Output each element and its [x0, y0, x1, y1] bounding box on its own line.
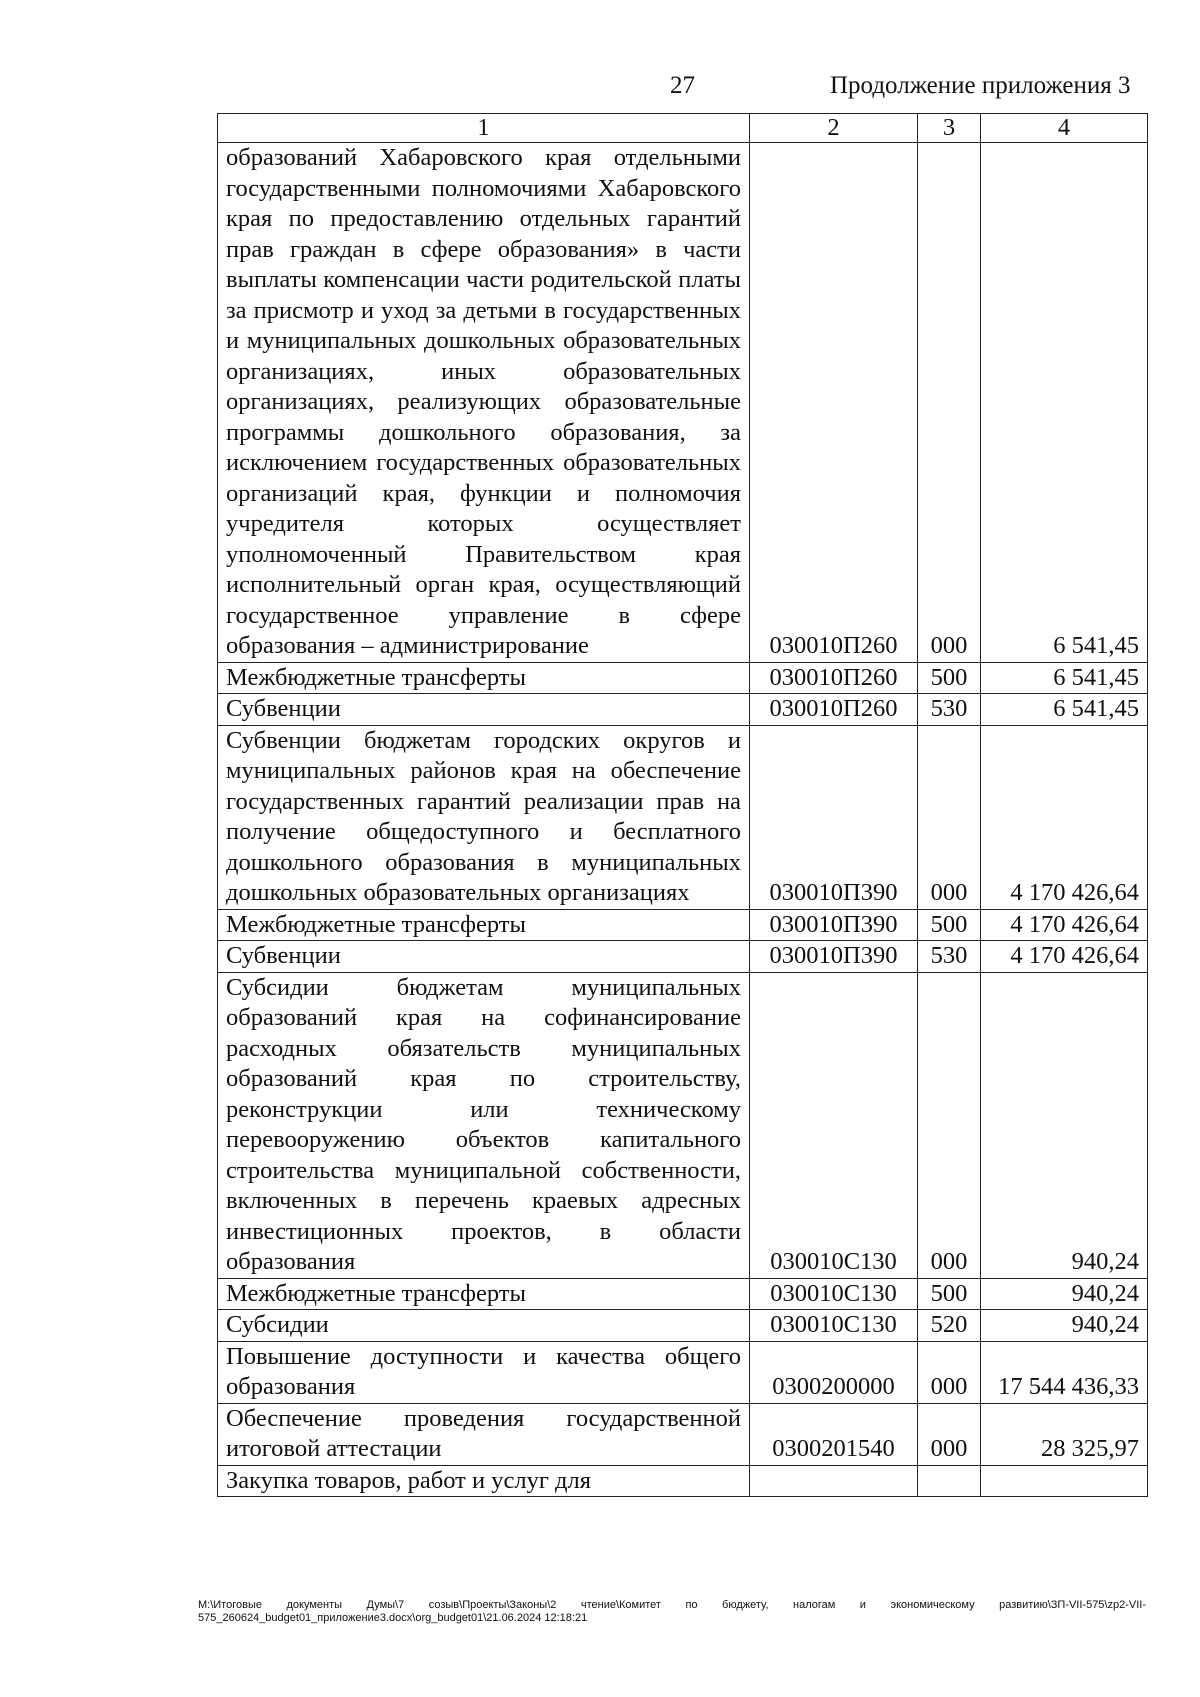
- row-target-code: 030010С130: [750, 972, 918, 1278]
- row-amount: 6 541,45: [981, 694, 1148, 726]
- row-target-code: 0300201540: [750, 1403, 918, 1465]
- row-expense-type: 000: [918, 725, 981, 909]
- row-amount: 940,24: [981, 1278, 1148, 1310]
- row-expense-type: 000: [918, 1341, 981, 1403]
- row-description: Обеспечение проведения государственной итоговой аттестации: [218, 1403, 750, 1465]
- row-amount: 4 170 426,64: [981, 725, 1148, 909]
- column-header-3: 3: [918, 114, 981, 143]
- row-target-code: 030010С130: [750, 1278, 918, 1310]
- column-number-row: [218, 114, 1148, 143]
- table-row: [218, 725, 1148, 909]
- table-row: [218, 1403, 1148, 1465]
- row-description: Субсидии: [218, 1310, 750, 1342]
- row-expense-type: 520: [918, 1310, 981, 1342]
- row-expense-type: 500: [918, 662, 981, 694]
- row-expense-type: 000: [918, 972, 981, 1278]
- row-target-code: 0300200000: [750, 1341, 918, 1403]
- table-row: [218, 1341, 1148, 1403]
- row-amount: 4 170 426,64: [981, 909, 1148, 941]
- row-description: Межбюджетные трансферты: [218, 662, 750, 694]
- file-path-footer: M:\Итоговые документы Думы\7 созыв\Проекты\Законы\2 чтение\Комитет по бюджету, налогам и экономическому развитию\ЗП-VII-575\zp2-VII-575_260624_budget01_приложение3.docx\org_budget01\21.06.2024 12:18:21: [198, 1599, 1146, 1624]
- row-amount: 17 544 436,33: [981, 1341, 1148, 1403]
- table-row: [218, 1278, 1148, 1310]
- row-expense-type: 000: [918, 143, 981, 663]
- table-row: [218, 662, 1148, 694]
- table-row: [218, 972, 1148, 1278]
- row-description: Субвенции бюджетам городских округов и муниципальных районов края на обеспечение государственных гарантий реализации прав на получение общедоступного и бесплатного дошкольного образования в муниципальных дошкольных образовательных организациях: [218, 725, 750, 909]
- row-description: Межбюджетные трансферты: [218, 909, 750, 941]
- table-row: [218, 143, 1148, 663]
- row-target-code: 030010П260: [750, 694, 918, 726]
- table-row: [218, 694, 1148, 726]
- row-expense-type: 500: [918, 909, 981, 941]
- table-row: [218, 1310, 1148, 1342]
- row-expense-type: 000: [918, 1403, 981, 1465]
- row-description: Межбюджетные трансферты: [218, 1278, 750, 1310]
- row-description: Субсидии бюджетам муниципальных образований края на софинансирование расходных обязательств муниципальных образований края по строительству, реконструкции или техническому перевооружению объектов капитального строительства муниципальной собственности, включенных в перечень краевых адресных инвестиционных проектов, в области образования: [218, 972, 750, 1278]
- row-target-code: 030010П260: [750, 143, 918, 663]
- column-header-2: 2: [750, 114, 918, 143]
- row-amount: 6 541,45: [981, 662, 1148, 694]
- column-header-1: 1: [218, 114, 750, 143]
- table-row: [218, 909, 1148, 941]
- page-number: 27: [670, 72, 695, 99]
- row-target-code: 030010П390: [750, 725, 918, 909]
- budget-table: [217, 113, 1148, 1497]
- row-amount: 6 541,45: [981, 143, 1148, 663]
- row-expense-type: 500: [918, 1278, 981, 1310]
- row-description: Закупка товаров, работ и услуг для: [218, 1465, 750, 1497]
- row-target-code: 030010С130: [750, 1310, 918, 1342]
- row-target-code: 030010П390: [750, 941, 918, 973]
- row-expense-type: 530: [918, 941, 981, 973]
- row-target-code: 030010П260: [750, 662, 918, 694]
- row-target-code: 030010П390: [750, 909, 918, 941]
- continuation-label: Продолжение приложения 3: [830, 72, 1131, 99]
- row-description: Субвенции: [218, 694, 750, 726]
- column-header-4: 4: [981, 114, 1148, 143]
- row-amount: 940,24: [981, 1310, 1148, 1342]
- row-amount: [981, 1465, 1148, 1497]
- table-row: [218, 1465, 1148, 1497]
- row-expense-type: [918, 1465, 981, 1497]
- table-row: [218, 941, 1148, 973]
- row-description: Субвенции: [218, 941, 750, 973]
- row-description: образований Хабаровского края отдельными государственными полномочиями Хабаровского края по предоставлению отдельных гарантий прав граждан в сфере образования» в части выплаты компенсации части родительской платы за присмотр и уход за детьми в государственных и муниципальных дошкольных образовательных организациях, иных образовательных организациях, реализующих образовательные программы дошкольного образования, за исключением государственных образовательных организаций края, функции и полномочия учредителя которых осуществляет уполномоченный Правительством края исполнительный орган края, осуществляющий государственное управление в сфере образования – администрирование: [218, 143, 750, 663]
- row-description: Повышение доступности и качества общего образования: [218, 1341, 750, 1403]
- row-expense-type: 530: [918, 694, 981, 726]
- row-target-code: [750, 1465, 918, 1497]
- row-amount: 940,24: [981, 972, 1148, 1278]
- row-amount: 4 170 426,64: [981, 941, 1148, 973]
- row-amount: 28 325,97: [981, 1403, 1148, 1465]
